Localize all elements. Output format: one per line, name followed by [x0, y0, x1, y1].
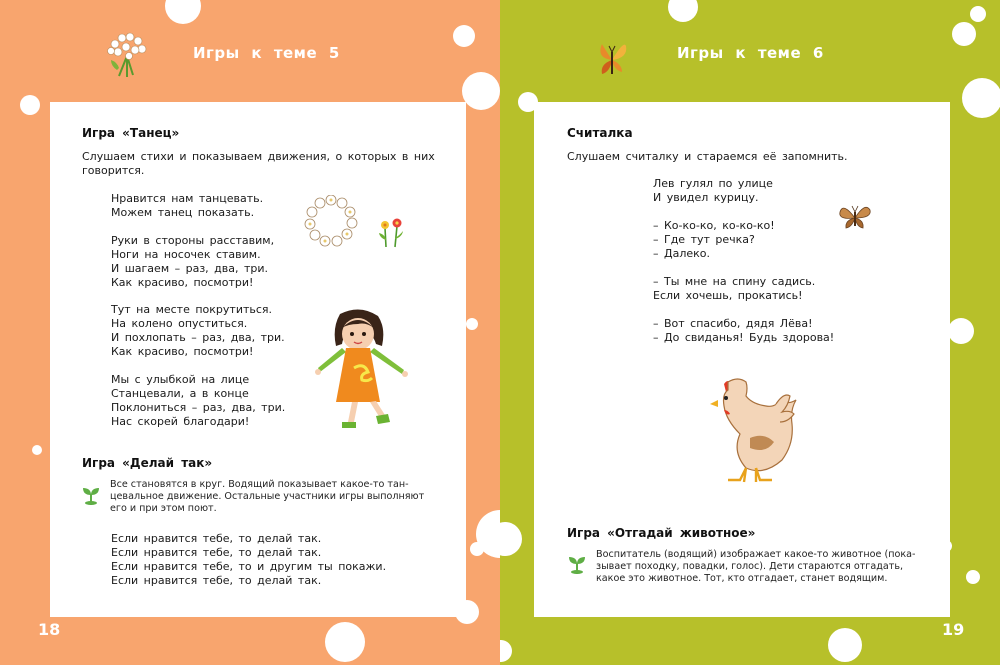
- decor-dot: [165, 0, 201, 24]
- decor-dot: [962, 78, 1000, 118]
- poem-line: Как красиво, посмотри!: [111, 276, 254, 289]
- game-intro-line: Слушаем стихи и показываем движения, о которых в них: [82, 150, 435, 163]
- poem-line: Руки в стороны расставим,: [111, 234, 275, 247]
- instruction-line: Воспитатель (водящий) изображает какое-то животное (пока-: [596, 549, 916, 560]
- instruction-line: зывает походку, повадки, голос). Дети стараются отгадать,: [596, 561, 904, 572]
- song-line: Если нравится тебе, то делай так.: [111, 546, 322, 559]
- flower-bouquet-icon: [105, 30, 149, 80]
- hen-illustration: [706, 378, 798, 486]
- dancing-girl-illustration: [312, 308, 412, 438]
- poem-line: Тут на месте покрутиться.: [111, 303, 273, 316]
- decor-dot: [20, 95, 40, 115]
- rhyme-intro: Слушаем считалку и стараемся её запомнить.: [567, 150, 848, 163]
- song-line: Если нравится тебе, то делай так.: [111, 574, 322, 587]
- poem-line: Станцевали, а в конце: [111, 387, 249, 400]
- decor-dot: [453, 25, 475, 47]
- game-title-dance: Игра «Танец»: [82, 126, 180, 140]
- song-line: Если нравится тебе, то делай так.: [111, 532, 322, 545]
- decor-dot: [828, 628, 862, 662]
- page-header-title: Игры к теме 6: [677, 44, 824, 62]
- rhyme-line: – Вот спасибо, дядя Лёва!: [653, 317, 813, 330]
- instruction-line: его и при этом поют.: [110, 503, 217, 514]
- poem-line: И шагаем – раз, два, три.: [111, 262, 269, 275]
- poem-line: Нравится нам танцевать.: [111, 192, 264, 205]
- poem-line: Ноги на носочек ставим.: [111, 248, 261, 261]
- flower-wreath-illustration: [304, 195, 358, 247]
- decor-dot: [32, 445, 42, 455]
- game-intro-line: говорится.: [82, 164, 145, 177]
- song-line: Если нравится тебе, то и другим ты покажи.: [111, 560, 387, 573]
- rhyme-line: Лев гулял по улице: [653, 177, 773, 190]
- rhyme-line: И увидел курицу.: [653, 191, 759, 204]
- decor-dot: [470, 542, 484, 556]
- decor-dot: [466, 318, 478, 330]
- small-flowers-illustration: [376, 216, 406, 248]
- instruction-line: какое это животное. Тот, кто отгадает, станет водящим.: [596, 573, 888, 584]
- poem-line: Поклониться – раз, два, три.: [111, 401, 286, 414]
- leaf-sprout-icon: [82, 483, 100, 505]
- rhyme-line: – Ко-ко-ко, ко-ко-ко!: [653, 219, 775, 232]
- poem-line: Нас скорей благодари!: [111, 415, 250, 428]
- leaf-sprout-icon: [568, 552, 586, 574]
- rhyme-line: – Далеко.: [653, 247, 710, 260]
- poem-line: Мы с улыбкой на лице: [111, 373, 250, 386]
- decor-dot: [325, 622, 365, 662]
- rhyme-line: – Где тут речка?: [653, 233, 755, 246]
- page-header-title: Игры к теме 5: [193, 44, 340, 62]
- poem-line: Можем танец показать.: [111, 206, 255, 219]
- moth-illustration: [838, 202, 872, 234]
- decor-dot: [500, 522, 522, 556]
- page-number: 18: [38, 620, 61, 639]
- decor-dot: [668, 0, 698, 22]
- decor-dot: [462, 72, 500, 110]
- rhyme-line: – До свиданья! Будь здорова!: [653, 331, 835, 344]
- decor-dot: [970, 6, 986, 22]
- rhyme-line: – Ты мне на спину садись.: [653, 275, 816, 288]
- right-page: [500, 0, 1000, 665]
- decor-dot: [948, 318, 974, 344]
- decor-dot: [966, 570, 980, 584]
- poem-line: И похлопать – раз, два, три.: [111, 331, 285, 344]
- decor-dot: [952, 22, 976, 46]
- poem-line: На колено опуститься.: [111, 317, 248, 330]
- rhyme-title: Считалка: [567, 126, 633, 140]
- poem-line: Как красиво, посмотри!: [111, 345, 254, 358]
- butterfly-icon: [596, 40, 628, 78]
- rhyme-line: Если хочешь, прокатись!: [653, 289, 803, 302]
- game-title-guess-animal: Игра «Отгадай животное»: [567, 526, 756, 540]
- game-title-do-this: Игра «Делай так»: [82, 456, 213, 470]
- decor-dot: [500, 640, 512, 662]
- instruction-line: Все становятся в круг. Водящий показывает какое-то тан-: [110, 479, 409, 490]
- page-number: 19: [942, 620, 965, 639]
- instruction-line: цевальное движение. Остальные участники игры выполняют: [110, 491, 425, 502]
